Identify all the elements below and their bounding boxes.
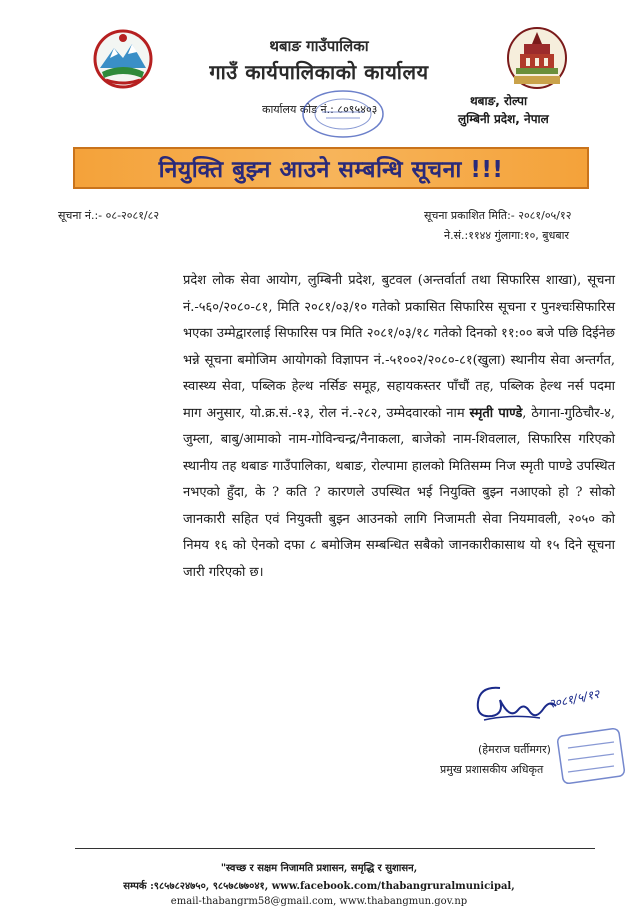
- footer-slogan: "स्वच्छ र सक्षम निजामति प्रशासन, समृद्धि र सुशासन,: [220, 863, 418, 874]
- footer-email-web: email-thabangrm58@gmail.com, www.thabangmun.gov.np: [170, 896, 468, 907]
- municipality-name: थबाङ गाउँपालिका: [269, 37, 369, 55]
- published-date: सूचना प्रकाशित मिति:- २०८१/०५/१२: [424, 209, 572, 222]
- signature-date: २०८१/५/१२: [547, 686, 601, 712]
- notice-body-part1: प्रदेश लोक सेवा आयोग, लुम्बिनी प्रदेश, बुटवल (अन्तर्वार्ता तथा सिफारिस शाखा), सूचना नं.-५६०/२०८०-८१, मिति २०८१/०३/१० गतेको प्रकासित सिफारिस सूचना र पुनश्चःसिफारिस भएका उम्मेद्वारलाई सिफारिस पत्र मिति २०८१/०३/१८ गतेको दिनको ११:०० बजे पछि दिईनेछ भन्ने सूचना बमोजिम आयोगको विज्ञापन नं.-५१००२/२०८०-८१(खुला) स्थानीय सेवा अन्तर्गत, स्वास्थ्य सेवा, पब्लिक हेल्थ नर्सिङ समूह, सहायकस्तर पाँचौं तह, पब्लिक हेल्थ नर्स पदमा माग अनुसार, यो.क्र.सं.-१३, रोल नं.-२८२, उम्मेदवारको नाम: [183, 273, 615, 421]
- footer-contact: सम्पर्क :९८५७८२४७५०, ९८५७८७७०४१, www.facebook.com/thabangruralmunicipal,: [123, 881, 515, 892]
- office-name: गाउँ कार्यपालिकाको कार्यालय: [209, 60, 429, 84]
- signature-scribble: [470, 680, 560, 730]
- notice-number: सूचना नं.:- ०८-२०८१/८२: [58, 209, 160, 222]
- notice-body: [183, 268, 615, 586]
- notice-title-banner: नियुक्ति बुझ्न आउने सम्बन्धि सूचना !!!: [73, 147, 589, 189]
- office-location-line1: थबाङ, रोल्पा: [470, 94, 528, 108]
- office-code: कार्यालय कोड नं.: ८०९५४०३: [262, 103, 378, 116]
- notice-body-part2: , ठेगाना-गुठिचौर-४, जुम्ला, बाबु/आमाको नाम-गोविन्चन्द्र/नैनाकला, बाजेको नाम-शिवलाल, सिफारिस गरिएको स्थानीय तह थबाङ गाउँपालिका, थबाङ, रोल्पामा हालको मितिसम्म निज स्मृती पाण्डे उपस्थित नभएको हुँदा, के ? कति ? कारणले उपस्थित भई नियुक्ति बुझ्न नआएको हो ? सोको जानकारी सहित एवं नियुक्ती बुझ्न आउनको लागि निजामती सेवा नियमावली, २०५० को निमय १६ को ऐनको दफा ८ बमोजिम सम्बन्धित सबैको जानकारीकासाथ यो १५ दिने सूचना जारी गरिएको छ।: [183, 405, 615, 580]
- candidate-name: स्मृती पाण्डे: [469, 405, 523, 421]
- signature-stamp: [556, 726, 626, 786]
- signatory-name: (हेमराज घर्तीमगर): [478, 743, 551, 756]
- office-location-line2: लुम्बिनी प्रदेश, नेपाल: [458, 112, 549, 126]
- signatory-title: प्रमुख प्रशासकीय अधिकृत: [440, 763, 544, 776]
- nepal-sambat-date: ने.सं.:११४४ गुंलागा:१०, बुधबार: [444, 229, 569, 242]
- footer-divider: [75, 848, 595, 849]
- office-stamp: [300, 88, 386, 140]
